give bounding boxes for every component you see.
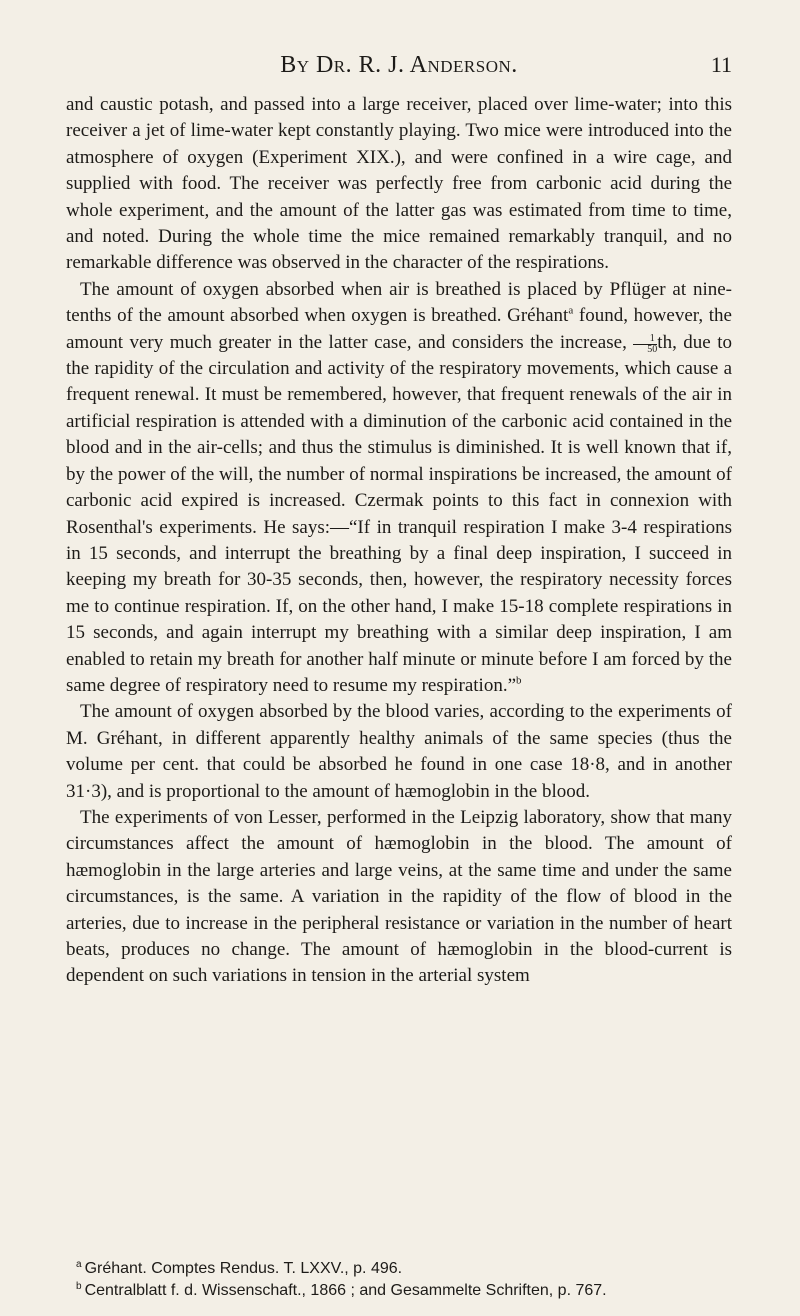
fraction-denominator: 50 — [647, 343, 658, 355]
footnote-text: Centralblatt f. d. Wissenschaft., 1866 ; and Gesammelte Schriften, p. 767. — [84, 1282, 607, 1299]
paragraph-2-text-c: th, due to the rapidity of the circulation and activity of the respiratory movements, which cause a frequent renewal. It must be remembered, however, that frequent renewals of the air in artificial respiration is attended with a diminution of the carbonic acid contained in the blood and in the air-cells; and thus the stimulus is diminished. It is well known that if, by the power of the will, the number of normal inspirations be increased, the amount of carbonic acid expired is increased. Czermak points to this fact in connexion with Rosenthal's experiments. He says:—“If in tranquil respiration I make 3-4 respirations in 15 seconds, and interrupt the breathing by a final deep inspiration, I succeed in keeping my breath for 30-35 seconds, then, however, the respiratory necessity forces me to continue respiration. If, on the other hand, I make 15-18 complete respirations in 15 seconds, and again interrupt my breathing with a similar deep inspiration, I am enabled to retain my breath for another half minute or minute before I am forced by the same degree of respiratory need to resume my respiration.” — [66, 331, 732, 696]
footnote-a — [66, 1258, 732, 1280]
paragraph-2-text-b: found, however, the amount very much greater in the latter case, and considers the increase, — [66, 305, 732, 353]
footnote-marker: b — [76, 1280, 82, 1292]
footnote-marker: a — [76, 1258, 82, 1270]
running-title: By Dr. R. J. Anderson. — [280, 52, 518, 78]
paragraph-4: The experiments of von Lesser, performed in the Leipzig laboratory, show that many circumstances affect the amount of hæmoglobin in the blood. The amount of hæmoglobin in the large arteries and large veins, at the same time and under the same circumstances, is the same. A variation in the rapidity of the flow of blood in the arteries, due to increase in the peripheral resistance or variation in the number of heart beats, produces no change. The amount of hæmoglobin in the blood-current is dependent on such variations in tension in the arterial system — [66, 806, 732, 987]
footnote-ref-a: a — [568, 304, 574, 317]
fraction-numerator: 1 — [633, 334, 657, 345]
footnote-text: Gréhant. Comptes Rendus. T. LXXV., p. 496. — [84, 1260, 403, 1277]
fraction — [633, 334, 657, 355]
paragraph-2-text-a: The amount of oxygen absorbed when air is breathed is placed by Pflüger at nine-tenths of the amount absorbed when oxygen is breathed. Gréhant — [66, 278, 732, 327]
footnote-ref-b: b — [516, 674, 522, 687]
paragraph-3: The amount of oxygen absorbed by the blood varies, according to the experiments of M. Gréhant, in different apparently healthy animals of the same species (thus the volume per cent. that could be absorbed he found in one case 18·8, and in another 31·3), and is proportional to the amount of hæmoglobin in the blood. — [66, 701, 732, 802]
footnotes — [66, 1258, 732, 1302]
body-text — [66, 92, 732, 990]
footnote-b — [66, 1280, 732, 1302]
paragraph-1: and caustic potash, and passed into a large receiver, placed over lime-water; into this receiver a jet of lime-water kept constantly playing. Two mice were introduced into the atmosphere of oxygen (Experiment XIX.), and were confined in a wire cage, and supplied with food. The receiver was perfectly free from carbonic acid during the whole experiment, and the amount of the latter gas was estimated from time to time, and noted. During the whole time the mice remained remarkably tranquil, and no remarkable difference was observed in the character of the respirations. — [66, 94, 732, 274]
page-number: 11 — [710, 52, 732, 77]
paragraph-2 — [66, 277, 732, 700]
running-header — [66, 52, 732, 82]
